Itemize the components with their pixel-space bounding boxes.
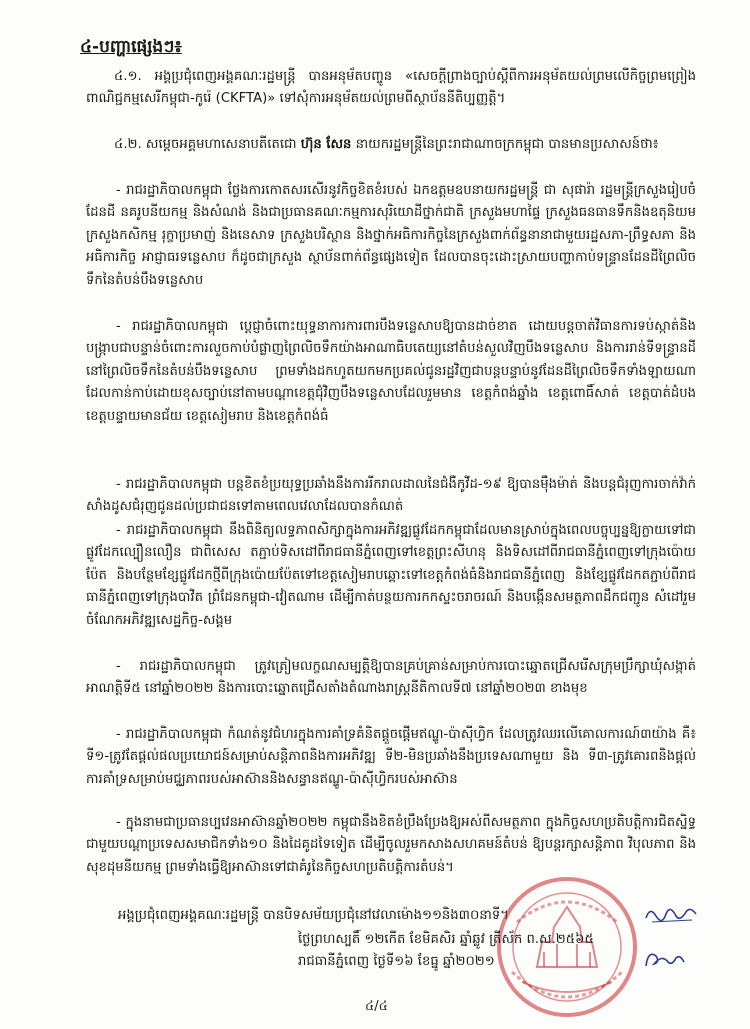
page-number: ៤/៤ (365, 999, 388, 1014)
bullet-railway: - រាជរដ្ឋាភិបាលកម្ពុជា នឹងពិនិត្យលទ្ធភាពសិក្សាក្នុងការអភិវឌ្ឍផ្លូវដែកកម្ពុជាដែលមានស្រាប់ក្នុងពេលបច្ចុប្បន្នឱ្យក្លាយទៅជាផ្លូវដែកល្បឿនលឿន ជាពិសេស តភ្ជាប់ទិសដៅពីរាជធានីភ្នំពេញទៅខេត្តព្រះសីហនុ និងទិសដៅពីរាជធានីភ្នំពេញទៅក្រុងប៉ោយប៉ែត និងបន្ថែមខ្សែផ្លូវដែកថ្មីពីក្រុងប៉ោយប៉ែតទៅខេត្តសៀមរាបឆ្ពោះទៅខេត្តកំពង់ធំនិងរាជធានីភ្នំពេញ និងខ្សែផ្លូវដែកតភ្ជាប់ពីរាជធានីភ្នំពេញទៅក្រុងបាវិត ព្រំដែនកម្ពុជា-វៀតណាម ដើម្បីកាត់បន្ថយការកកស្ទះចរាចរណ៍ និងបង្កើនសមត្ថភាពដឹកជញ្ជូន សំដៅរួមចំណែកអភិវឌ្ឍសេដ្ឋកិច្ច-សង្គម (86, 523, 696, 628)
paragraph-4-2-suffix: នាយករដ្ឋមន្ត្រីនៃព្រះរាជាណាចក្រកម្ពុជា បានមានប្រសាសន៍ថា៖ (355, 137, 659, 152)
handwritten-initials-top (642, 900, 702, 932)
bullet-covid: - រាជរដ្ឋាភិបាលកម្ពុជា បន្តខិតខំប្រយុទ្ធប្រឆាំងនឹងការរីករាលដាលនៃជំងឺកូវីដ-១៩ ឱ្យបានម៉ឺងម៉ាត់ និងបន្តជំរុញការចាក់វ៉ាក់សាំងដូសជំរុញជូនដល់ប្រជាជនទៅតាមពេលវេលាដែលបានកំណត់ (86, 477, 696, 515)
bullet-tonle-sap-protection: - រាជរដ្ឋាភិបាលកម្ពុជា ប្ដេជ្ញាចំពោះយុទ្ធនាការការពារបឹងទន្លេសាបឱ្យបានដាច់ខាត ដោយបន្តចាត់វិធានការទប់ស្កាត់និងបង្ក្រាបជាបន្ទាន់ចំពោះការលួចកាប់បំផ្លាញព្រៃលិចទឹកយ៉ាងអាណាធិបតេយ្យនៅតំបន់សួលវិញបឹងទន្លេសាប និងការរាន់ទីទន្ទ្រានដីនៅព្រៃលិចទឹកនៃតំបន់បឹងទន្លេសាប ព្រមទាំងដកហូតយកមកប្រគល់ជូនរដ្ឋវិញជាបន្តបន្ទាប់នូវដែនដីព្រៃលិចទឹកទាំងឡាយណាដែលកាន់កាប់ដោយខុសច្បាប់នៅតាមបណ្ដាខេត្តជុំវិញបឹងទន្លេសាបដែលរួមមាន ខេត្តកំពង់ឆ្នាំង ខេត្តពោធិ៍សាត់ ខេត្តបាត់ដំបង ខេត្តបន្ទាយមានជ័យ ខេត្តសៀមរាប និងខេត្តកំពង់ធំ (86, 319, 696, 424)
date-lunar: ថ្ងៃព្រហស្បតិ៍ ១២កើត ខែមិគសិរ ឆ្នាំឆ្លូវ ត្រីស័ក ព.ស.២៥៦៥ (298, 932, 594, 947)
bullet-tonle-sap-praise: - រាជរដ្ឋាភិបាលកម្ពុជា ថ្លែងការកោតសរសើរនូវកិច្ចខិតខំរបស់ ឯកឧត្តមឧបនាយករដ្ឋមន្ត្រី ជា សុផារ៉ា រដ្ឋមន្ត្រីក្រសួងរៀបចំដែនដី នគរូបនីយកម្ម និងសំណង់ និងជាប្រធានគណៈកម្មការសុរិយោដីថ្នាក់ជាតិ ក្រសួងមហាផ្ទៃ ក្រសួងធនធានទឹកនិងឧតុនិយម ក្រសួងកសិកម្ម រុក្ខាប្រមាញ់ និងនេសាទ ក្រសួងបរិស្ថាន និងថ្នាក់អធិការកិច្ចនៃក្រសួងពាក់ព័ន្ធនានាជាមួយរដ្ឋសភា-ព្រឹទ្ធសភា និងអធិការកិច្ច អាជ្ញាធរទន្លេសាប ក៏ដូចជាក្រសួង ស្ថាប័នពាក់ព័ន្ធផ្សេងទៀត ដែលបានចុះដោះស្រាយបញ្ហាកាប់ទន្ទ្រានដែនដីព្រៃលិចទឹកនៃតំបន់បឹងទន្លេសាប (86, 183, 696, 288)
closing-statement: អង្គប្រជុំពេញអង្គគណៈរដ្ឋមន្ត្រី បានបិទសម័យប្រជុំនៅវេលាម៉ោង១១និង៣០នាទី។ (118, 908, 509, 923)
bullet-indo-pacific: - រាជរដ្ឋាភិបាលកម្ពុជា កំណត់នូវជំហរក្នុងការគាំទ្រគំនិតផ្ដួចផ្ដើមឥណ្ឌូ-ប៉ាស៊ីហ្វិក ដែលត្រូវឈរលើគោលការណ៍៣យ៉ាង គឺ៖ ទី១-ត្រូវតែផ្ដល់ផលប្រយោជន៍សម្រាប់សន្តិភាពនិងការអភិវឌ្ឍ ទី២-មិនប្រឆាំងនឹងប្រទេសណាមួយ និង ទី៣-ត្រូវគោរពនិងផ្ដល់ការគាំទ្រសម្រាប់មជ្ឈភាពរបស់អាស៊ាននិងសន្ធានឥណ្ឌូ-ប៉ាស៊ីហ្វិករបស់អាស៊ាន (86, 727, 696, 787)
paragraph-4-2 (86, 134, 696, 156)
prime-minister-name: ហ៊ុន សែន (300, 137, 352, 152)
section-heading: ៤-បញ្ហាផ្សេងៗ៖ (80, 37, 182, 57)
handwritten-initials-bottom (642, 946, 692, 976)
bullet-asean-chair: - ក្នុងនាមជាប្រធានប្បវេនអាស៊ានឆ្នាំ២០២២ កម្ពុជានឹងខិតខំប្រឹងប្រែងឱ្យអស់ពីសមត្ថភាព ក្នុងកិច្ចសហប្រតិបត្តិការជិតស្និទ្ធជាមួយបណ្ដាប្រទេសសមាជិកទាំង១០ និងដៃគូដទៃទៀត ដើម្បីចូលរួមកសាងសហគមន៍តំបន់ ឱ្យបន្តរក្សាសន្តិភាព វិបុលភាព និងសុខដុមនីយកម្ម ព្រមទាំងធ្វើឱ្យអាស៊ានទៅជាគំរូនៃកិច្ចសហប្រតិបត្តិការតំបន់។ (86, 815, 696, 875)
paragraph-4-2-prefix: ៤.២. សម្ដេចអគ្គមហាសេនាបតីតេជោ (114, 137, 297, 152)
date-solar: រាជធានីភ្នំពេញ ថ្ងៃទី១៦ ខែធ្នូ ឆ្នាំ២០២១ (298, 954, 495, 969)
bullet-elections: - រាជរដ្ឋាភិបាលកម្ពុជា ត្រូវត្រៀមលក្ខណសម្បត្តិឱ្យបានគ្រប់គ្រាន់សម្រាប់ការបោះឆ្នោតជ្រើសរើសក្រុមប្រឹក្សាឃុំសង្កាត់ អាណត្តិទី៥ នៅឆ្នាំ២០២២ និងការបោះឆ្នោតជ្រើសតាំងតំណាងរាស្ត្រនីតិកាលទី៧ នៅឆ្នាំ២០២៣ ខាងមុខ (86, 659, 696, 697)
paragraph-4-1: ៤.១. អង្គប្រជុំពេញអង្គគណៈរដ្ឋមន្ត្រី បានអនុម័តបញ្ចូន «សេចក្ដីព្រាងច្បាប់ស្ដីពីការអនុម័តយល់ព្រមលើកិច្ចព្រមព្រៀងពាណិជ្ជកម្មសេរីកម្ពុជា-កូរ៉េ (CKFTA)» ទៅសុំការអនុម័តយល់ព្រមពីស្ថាប័ននីតិប្បញ្ញត្តិ។ (86, 69, 696, 107)
